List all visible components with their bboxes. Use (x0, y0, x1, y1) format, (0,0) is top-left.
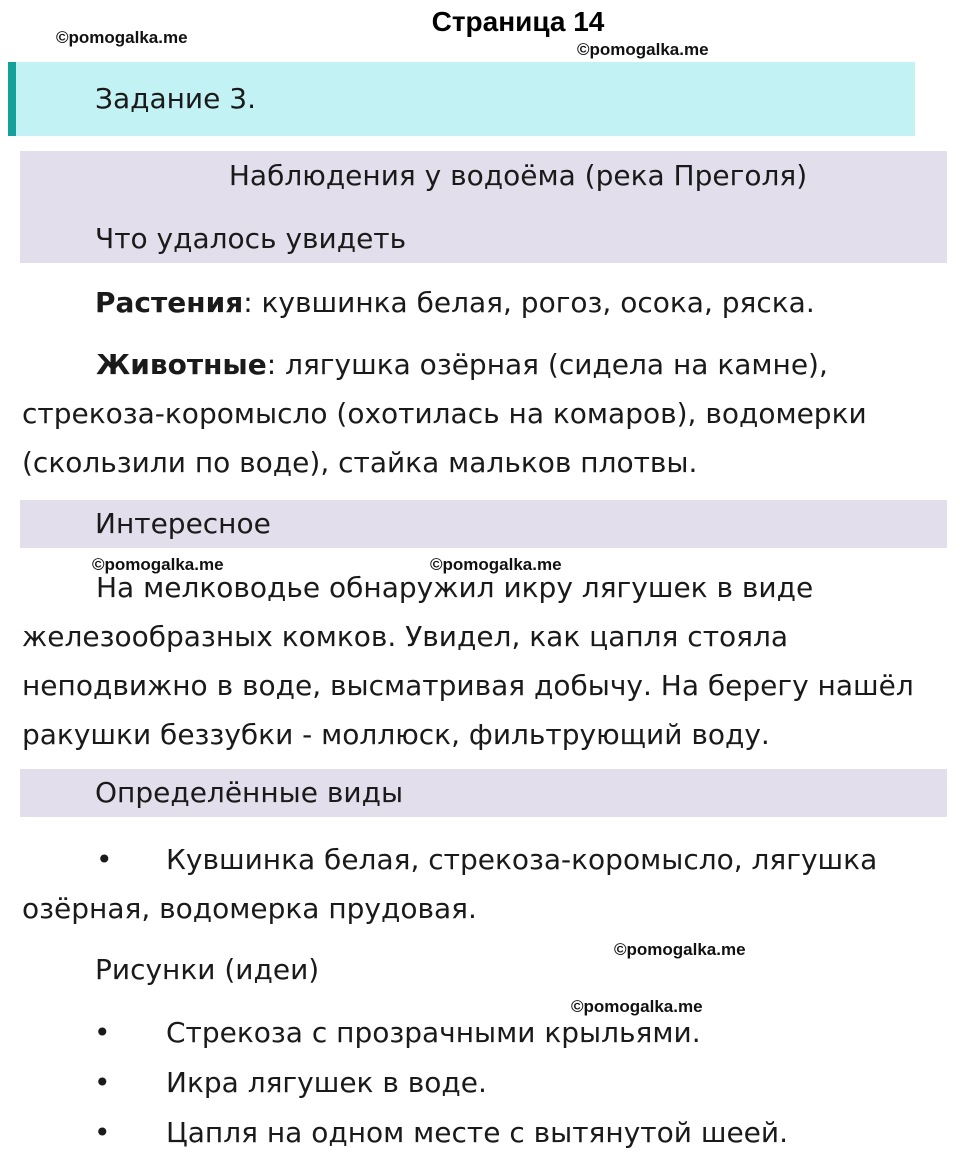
animals-paragraph (22, 340, 942, 487)
animals-text: : лягушка озёрная (сидела на камне), стрекоза-коромысло (охотилась на комаров), водомерки (скользили по воде), стайка мальков плотвы. (22, 348, 867, 479)
plants-text: : кувшинка белая, рогоз, осока, ряска. (243, 286, 815, 319)
watermark: ©pomogalka.me (92, 555, 224, 574)
list-item (94, 1116, 788, 1149)
page-title: Страница 14 (431, 6, 605, 37)
drawing-item-text: Стрекоза с прозрачными крыльями. (166, 1016, 701, 1049)
interesting-text: На мелководье обнаружил икру лягушек в виде железообразных комков. Увидел, как цапля стояла неподвижно в воде, высматривая добычу. На берегу нашёл ракушки беззубки - моллюск, фильтрующий воду. (22, 571, 914, 751)
identified-paragraph (22, 835, 942, 933)
watermark: ©pomogalka.me (571, 997, 703, 1016)
task-accent-bar (8, 62, 16, 136)
watermark: ©pomogalka.me (430, 555, 562, 574)
interesting-paragraph (22, 563, 942, 759)
bullet: • (94, 1066, 111, 1099)
bullet: • (94, 1016, 111, 1049)
drawings-heading: Рисунки (идеи) (95, 953, 320, 986)
watermark: ©pomogalka.me (577, 40, 709, 59)
task-label: Задание 3. (95, 82, 256, 115)
list-item (94, 1066, 487, 1099)
watermark: ©pomogalka.me (56, 28, 188, 47)
drawing-item-text: Цапля на одном месте с вытянутой шеей. (166, 1116, 788, 1149)
identified-text: Кувшинка белая, стрекоза-коромысло, лягушка озёрная, водомерка прудовая. (22, 843, 878, 925)
seen-heading: Что удалось увидеть (95, 222, 407, 255)
list-item (94, 1016, 701, 1049)
plants-line (95, 286, 815, 319)
watermark: ©pomogalka.me (614, 940, 746, 959)
task-header (8, 62, 915, 136)
animals-label: Животные (96, 348, 267, 381)
identified-heading: Определённые виды (95, 776, 404, 809)
bullet: • (94, 1116, 111, 1149)
plants-label: Растения (95, 286, 244, 319)
observation-heading: Наблюдения у водоёма (река Преголя) (228, 159, 808, 192)
drawing-item-text: Икра лягушек в воде. (166, 1066, 487, 1099)
bullet: • (96, 843, 113, 876)
interesting-heading: Интересное (95, 507, 271, 540)
